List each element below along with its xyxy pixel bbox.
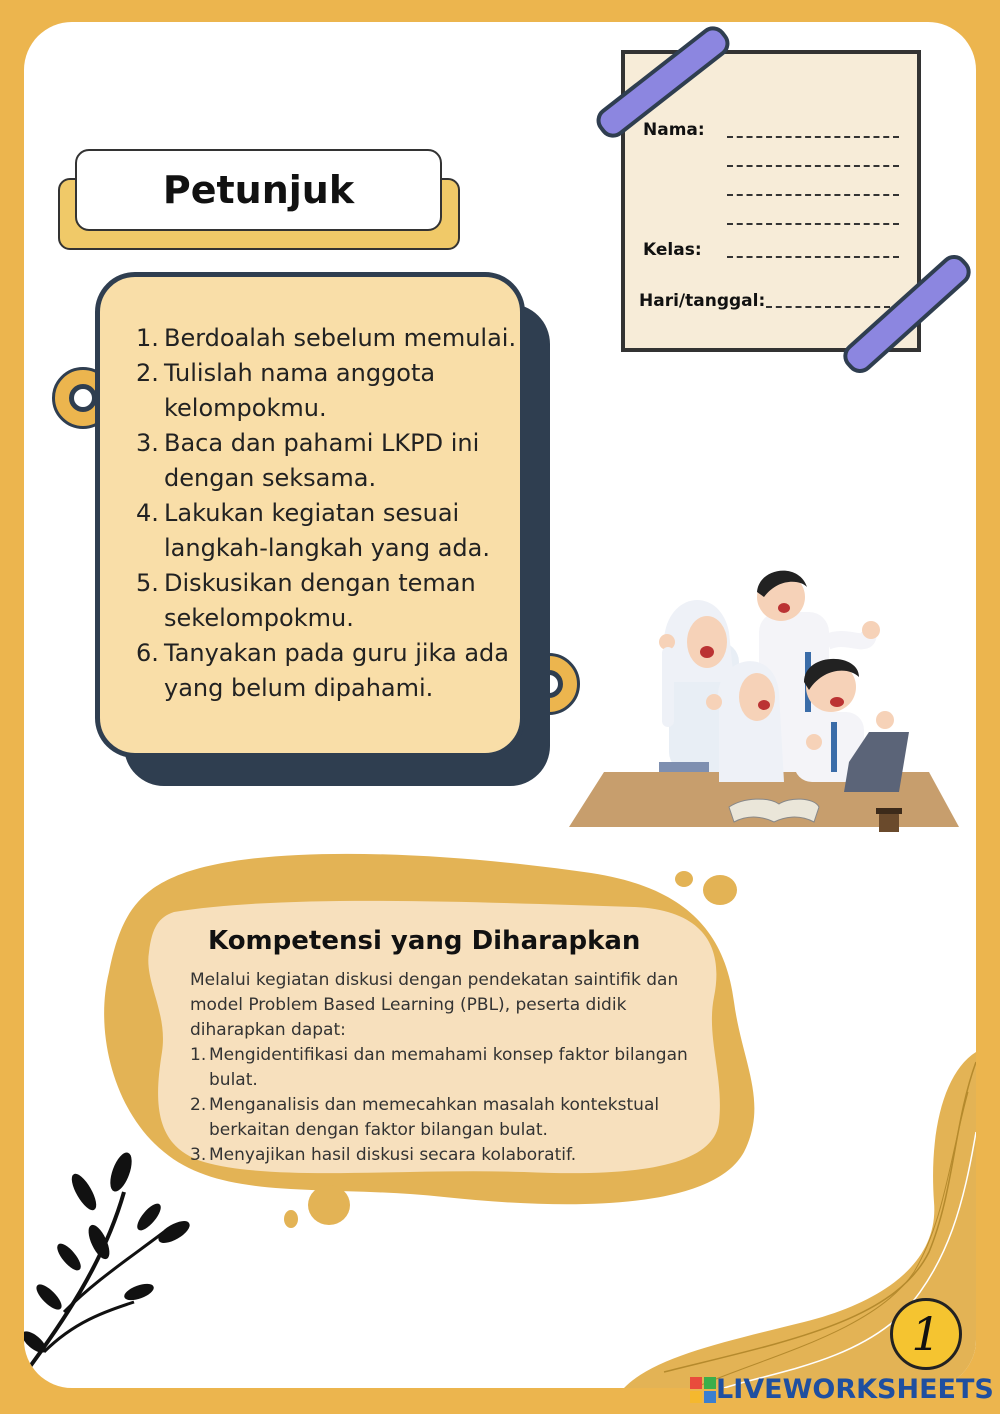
date-label: Hari/tanggal: — [639, 291, 766, 311]
name-line[interactable] — [727, 136, 899, 138]
list-item: 4. Lakukan kegiatan sesuai langkah-langkah yang ada. — [136, 499, 490, 562]
list-item: 3. Baca dan pahami LKPD ini dengan seksama. — [136, 429, 480, 492]
dot-blob — [308, 1185, 350, 1225]
page-card — [24, 22, 976, 1388]
name-line[interactable] — [727, 194, 899, 196]
page-title: Petunjuk — [75, 149, 442, 231]
list-item: 5. Diskusikan dengan teman sekelompokmu. — [136, 569, 476, 632]
list-item: 1. Mengidentifikasi dan memahami konsep faktor bilangan bulat. — [190, 1045, 688, 1090]
instructions-card — [95, 272, 525, 758]
name-line[interactable] — [727, 165, 899, 167]
list-item: 1. Berdoalah sebelum memulai. — [136, 324, 517, 352]
book — [729, 799, 819, 822]
competency-list — [190, 1043, 690, 1168]
dot-blob — [703, 875, 737, 905]
class-label: Kelas: — [643, 240, 702, 260]
list-item: 6. Tanyakan pada guru jika ada yang belum dipahami. — [136, 639, 509, 702]
competency-title: Kompetensi yang Diharapkan — [208, 926, 641, 956]
dot-blob — [675, 871, 693, 887]
date-line[interactable] — [766, 306, 890, 308]
list-item: 2. Tulislah nama anggota kelompokmu. — [136, 359, 436, 422]
students-illustration — [569, 542, 964, 832]
watermark — [690, 1374, 994, 1405]
competency-intro: Melalui kegiatan diskusi dengan pendekatan saintifik dan model Problem Based Learning (PBL), peserta didik diharapkan dapat: — [190, 970, 679, 1040]
watermark-text: LIVEWORKSHEETS — [716, 1374, 994, 1405]
page-number-badge: 1 — [890, 1298, 962, 1370]
list-item: 3. Menyajikan hasil diskusi secara kolaboratif. — [190, 1145, 577, 1165]
coffee-cup — [879, 812, 899, 832]
instructions-list — [136, 321, 520, 706]
name-label: Nama: — [643, 120, 705, 140]
list-item: 2. Menganalisis dan memecahkan masalah kontekstual berkaitan dengan faktor bilangan bulat. — [190, 1095, 660, 1140]
liveworksheets-logo-icon — [690, 1377, 716, 1403]
dot-blob — [284, 1210, 298, 1228]
class-line[interactable] — [727, 256, 899, 258]
plant-decoration — [24, 1150, 192, 1388]
name-line[interactable] — [727, 223, 899, 225]
